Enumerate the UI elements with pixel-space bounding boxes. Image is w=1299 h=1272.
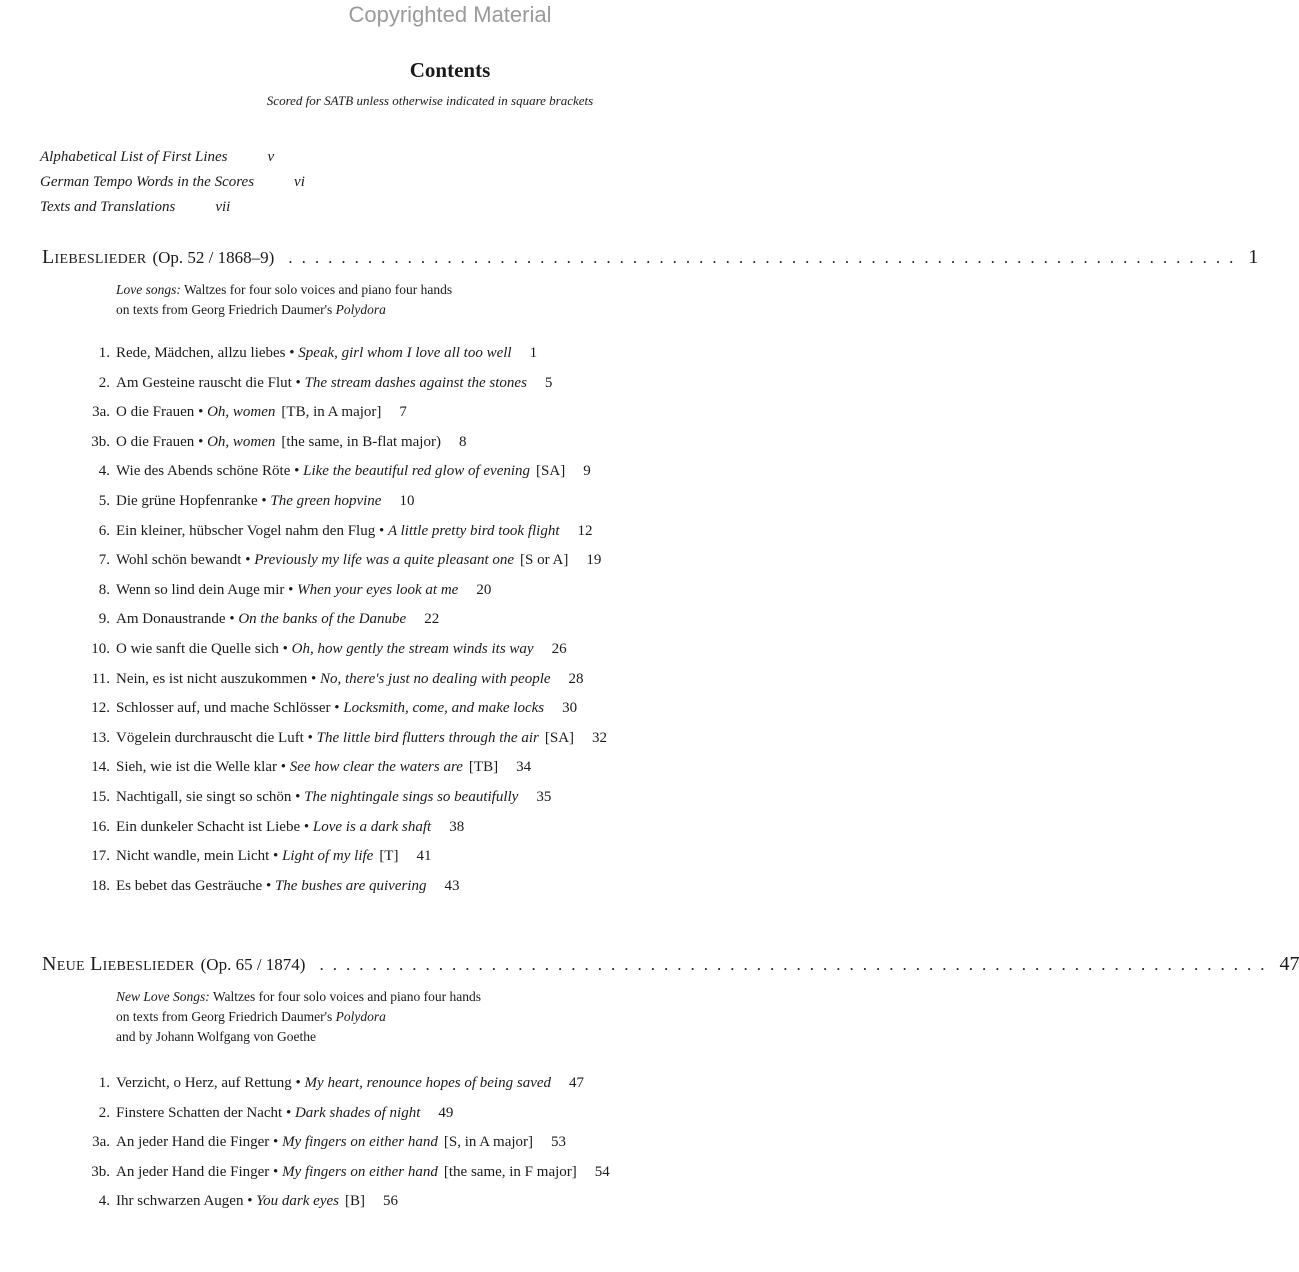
song-number: 17. — [91, 848, 110, 865]
desc-italic: Polydora — [335, 302, 386, 317]
front-matter-label: Alphabetical List of First Lines — [40, 149, 228, 165]
front-matter-page: v — [267, 149, 275, 165]
song-page: 32 — [592, 729, 608, 746]
song-page: 9 — [583, 463, 591, 480]
song-entry — [60, 576, 607, 606]
song-english-title: Oh, how gently the stream winds its way — [291, 640, 534, 657]
voicing-note: [S or A] — [520, 552, 569, 569]
song-page: 56 — [383, 1193, 398, 1210]
song-english-title: See how clear the waters are — [289, 759, 463, 776]
section-heading — [42, 246, 1259, 276]
song-entry — [60, 369, 607, 399]
song-number: 14. — [91, 759, 110, 776]
song-number: 4. — [98, 463, 110, 480]
song-number: 3b. — [91, 1163, 110, 1180]
desc-line: on texts from Georg Friedrich Daumer's — [116, 1009, 336, 1024]
desc-italic: New Love Songs: — [116, 989, 210, 1004]
song-page: 53 — [551, 1134, 567, 1151]
song-german-title: Ihr schwarzen Augen — [116, 1193, 244, 1210]
song-number: 16. — [91, 818, 110, 835]
song-entry — [60, 398, 607, 428]
bullet-separator: • — [225, 611, 239, 628]
bullet-separator: • — [290, 463, 304, 480]
song-entry — [60, 487, 607, 517]
bullet-separator: • — [307, 670, 320, 687]
desc-line: on texts from Georg Friedrich Daumer's — [116, 302, 336, 317]
song-page: 47 — [569, 1075, 585, 1091]
song-english-title: The green hopvine — [270, 492, 382, 509]
song-number: 18. — [91, 877, 110, 894]
song-english-title: Oh, women — [207, 404, 276, 421]
song-entry — [60, 635, 607, 665]
song-entry — [60, 1158, 610, 1188]
bullet-separator: • — [194, 433, 208, 450]
song-number: 8. — [98, 581, 110, 598]
song-page: 20 — [476, 581, 492, 598]
song-page: 28 — [568, 670, 584, 687]
song-number: 4. — [98, 1193, 110, 1210]
song-german-title: Rede, Mädchen, allzu liebes — [116, 345, 286, 361]
section-name: Liebeslieder — [42, 246, 147, 268]
song-number: 2. — [98, 1104, 110, 1121]
song-english-title: On the banks of the Danube — [238, 611, 407, 628]
bullet-separator: • — [291, 1075, 305, 1091]
bullet-separator: • — [194, 404, 208, 421]
song-number: 7. — [98, 552, 110, 569]
song-entry — [60, 1128, 610, 1158]
voicing-note: [TB, in A major] — [281, 404, 382, 421]
song-entry — [60, 813, 607, 843]
song-number: 3a. — [92, 1134, 110, 1151]
song-english-title: Light of my life — [282, 848, 374, 865]
bullet-separator: • — [276, 759, 290, 776]
song-number: 12. — [91, 700, 110, 717]
front-matter-item — [40, 145, 305, 170]
front-matter-label: German Tempo Words in the Scores — [40, 174, 255, 190]
dot-leader: ........................................................................ — [319, 955, 1274, 974]
voicing-note: [SA] — [536, 463, 566, 480]
song-german-title: Wohl schön bewandt — [116, 552, 242, 569]
song-english-title: Like the beautiful red glow of evening — [303, 463, 531, 480]
front-matter-page: vi — [294, 174, 305, 190]
song-entry — [60, 428, 607, 458]
bullet-separator: • — [241, 552, 255, 569]
song-number: 13. — [91, 729, 110, 746]
song-german-title: Finstere Schatten der Nacht — [116, 1104, 283, 1121]
voicing-note: [the same, in B-flat major) — [281, 433, 441, 450]
bullet-separator: • — [284, 581, 298, 598]
song-entry — [60, 339, 607, 369]
song-entry — [60, 1069, 610, 1099]
bullet-separator: • — [278, 640, 292, 657]
song-list — [60, 339, 607, 901]
song-page: 54 — [594, 1163, 610, 1180]
song-german-title: Verzicht, o Herz, auf Rettung — [116, 1075, 292, 1091]
song-english-title: My fingers on either hand — [282, 1163, 438, 1180]
song-english-title: Love is a dark shaft — [312, 818, 432, 835]
song-page: 10 — [399, 492, 415, 509]
voicing-note: [TB] — [468, 759, 499, 776]
song-english-title: My heart, renounce hopes of being saved — [304, 1075, 552, 1091]
section-name: Neue Liebeslieder — [42, 953, 195, 975]
song-entry — [60, 724, 607, 754]
song-german-title: Sieh, wie ist die Welle klar — [116, 759, 277, 776]
section-page: 1 — [1248, 246, 1259, 268]
voicing-note: [T] — [379, 848, 399, 865]
section-opus: (Op. 52 / 1868–9) — [152, 248, 275, 267]
voicing-note: [S, in A major] — [443, 1134, 534, 1151]
song-entry — [60, 546, 607, 576]
bullet-separator: • — [243, 1193, 257, 1210]
section-opus: (Op. 65 / 1874) — [200, 955, 306, 974]
song-page: 49 — [438, 1104, 454, 1121]
bullet-separator: • — [282, 1104, 295, 1121]
song-number: 3b. — [91, 433, 110, 450]
song-english-title: The little bird flutters through the air — [316, 729, 539, 746]
song-english-title: The stream dashes against the stones — [304, 374, 527, 391]
bullet-separator: • — [291, 788, 305, 805]
song-english-title: A little pretty bird took flight — [387, 522, 560, 539]
bullet-separator: • — [285, 345, 299, 361]
section-heading — [42, 953, 1299, 983]
dot-leader: ........................................................................ — [288, 248, 1243, 267]
song-english-title: Speak, girl whom I love all too well — [298, 345, 512, 361]
desc-line: and by Johann Wolfgang von Goethe — [116, 1029, 317, 1044]
bullet-separator: • — [291, 374, 305, 391]
bullet-separator: • — [269, 848, 283, 865]
song-english-title: When your eyes look at me — [297, 581, 459, 598]
song-english-title: You dark eyes — [256, 1193, 339, 1210]
song-german-title: O die Frauen — [116, 404, 195, 421]
song-german-title: Schlosser auf, und mache Schlösser — [116, 700, 331, 717]
desc-italic: Love songs: — [116, 282, 181, 297]
page-title: Contents — [409, 58, 491, 82]
song-german-title: Wie des Abends schöne Röte — [116, 463, 291, 480]
song-german-title: O die Frauen — [116, 433, 195, 450]
song-number: 5. — [98, 492, 110, 509]
song-number: 1. — [98, 1075, 110, 1091]
bullet-separator: • — [269, 1134, 283, 1151]
section-description — [116, 987, 481, 1047]
front-matter-item — [40, 195, 305, 220]
song-list — [60, 1069, 610, 1217]
song-number: 15. — [91, 788, 110, 805]
song-page: 34 — [516, 759, 532, 776]
song-english-title: Locksmith, come, and make locks — [343, 700, 545, 717]
song-page: 38 — [449, 818, 465, 835]
song-entry — [60, 457, 607, 487]
song-page: 1 — [529, 345, 538, 361]
section-page: 47 — [1279, 953, 1299, 975]
song-page: 12 — [577, 522, 593, 539]
song-entry — [60, 842, 607, 872]
song-german-title: An jeder Hand die Finger — [116, 1134, 270, 1151]
voicing-note: [the same, in F major] — [443, 1163, 577, 1180]
song-german-title: O wie sanft die Quelle sich — [116, 640, 279, 657]
desc-line: Waltzes for four solo voices and piano four hands — [180, 282, 453, 297]
song-number: 1. — [98, 345, 110, 361]
song-english-title: Previously my life was a quite pleasant one — [254, 552, 515, 569]
song-entry — [60, 605, 607, 635]
song-german-title: Es bebet das Gesträuche — [116, 877, 263, 894]
song-german-title: Ein dunkeler Schacht ist Liebe — [116, 818, 301, 835]
song-number: 2. — [98, 374, 110, 391]
bullet-separator: • — [262, 877, 275, 894]
bullet-separator: • — [257, 492, 271, 509]
voicing-note: [SA] — [544, 729, 575, 746]
bullet-separator: • — [269, 1163, 283, 1180]
song-page: 43 — [444, 877, 460, 894]
song-entry — [60, 665, 607, 695]
bullet-separator: • — [375, 522, 388, 539]
song-german-title: Vögelein durchrauscht die Luft — [116, 729, 304, 746]
song-page: 5 — [544, 374, 553, 391]
watermark: Copyrighted Material — [348, 2, 552, 27]
bullet-separator: • — [303, 729, 317, 746]
song-page: 26 — [551, 640, 567, 657]
song-number: 10. — [91, 640, 110, 657]
song-german-title: Am Donaustrande — [116, 611, 226, 628]
song-number: 9. — [98, 611, 110, 628]
song-page: 35 — [536, 788, 552, 805]
song-english-title: Dark shades of night — [294, 1104, 421, 1121]
song-page: 30 — [562, 700, 578, 717]
front-matter-page: vii — [215, 199, 231, 215]
song-number: 6. — [98, 522, 110, 539]
bullet-separator: • — [300, 818, 313, 835]
bullet-separator: • — [330, 700, 344, 717]
song-german-title: Die grüne Hopfenranke — [116, 492, 258, 509]
song-number: 3a. — [92, 404, 110, 421]
song-page: 19 — [586, 552, 602, 569]
section-description — [116, 280, 452, 320]
song-german-title: Wenn so lind dein Auge mir — [116, 581, 285, 598]
song-german-title: Nein, es ist nicht auszukommen — [116, 670, 308, 687]
song-entry — [60, 1099, 610, 1129]
song-entry — [60, 517, 607, 547]
front-matter-item — [40, 170, 305, 195]
song-german-title: An jeder Hand die Finger — [116, 1163, 270, 1180]
song-german-title: Ein kleiner, hübscher Vogel nahm den Flug — [116, 522, 376, 539]
page-subtitle: Scored for SATB unless otherwise indicated in square brackets — [266, 93, 594, 108]
song-page: 22 — [424, 611, 440, 628]
song-english-title: My fingers on either hand — [282, 1134, 438, 1151]
song-entry — [60, 1187, 610, 1217]
song-page: 7 — [399, 404, 407, 421]
song-german-title: Am Gesteine rauscht die Flut — [116, 374, 292, 391]
song-entry — [60, 753, 607, 783]
desc-line: Waltzes for four solo voices and piano four hands — [209, 989, 481, 1004]
song-number: 11. — [91, 670, 110, 687]
song-entry — [60, 694, 607, 724]
song-page: 8 — [458, 433, 467, 450]
front-matter-label: Texts and Translations — [40, 199, 176, 215]
front-matter-list — [40, 145, 305, 220]
song-page: 41 — [416, 848, 432, 865]
song-german-title: Nicht wandle, mein Licht — [116, 848, 270, 865]
song-entry — [60, 783, 607, 813]
song-german-title: Nachtigall, sie singt so schön — [116, 788, 292, 805]
song-entry — [60, 872, 607, 902]
song-english-title: The nightingale sings so beautifully — [304, 788, 519, 805]
song-english-title: The bushes are quivering — [274, 877, 427, 894]
desc-italic: Polydora — [335, 1009, 386, 1024]
song-english-title: Oh, women — [207, 433, 276, 450]
voicing-note: [B] — [345, 1193, 365, 1210]
song-english-title: No, there's just no dealing with people — [319, 670, 551, 687]
